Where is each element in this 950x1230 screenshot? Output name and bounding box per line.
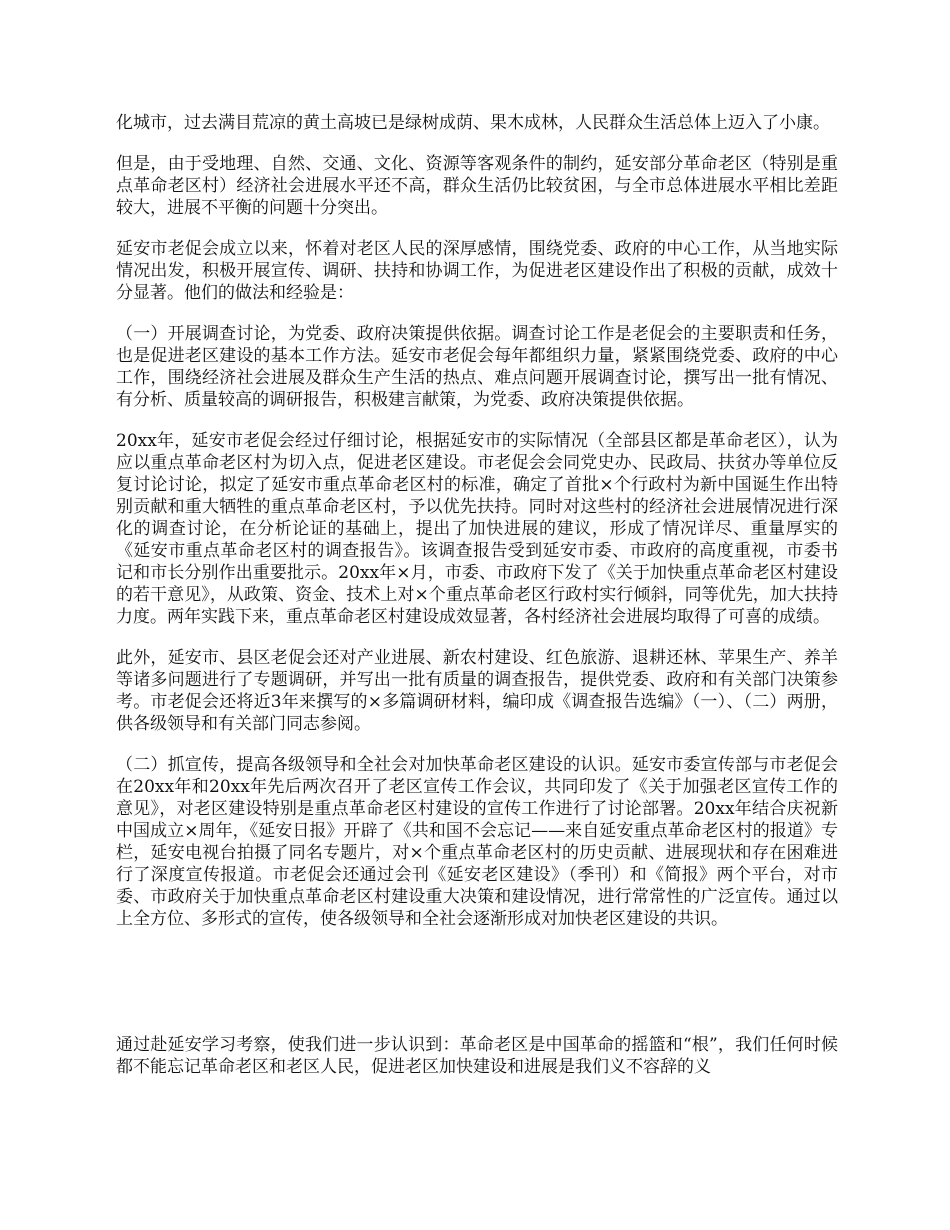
paragraph-4: （一）开展调查讨论，为党委、政府决策提供依据。调查讨论工作是老促会的主要职责和任务，也是促进老区建设的基本工作方法。延安市老促会每年都组织力量，紧紧围绕党委、政府的中心工作，围绕经济社会进展及群众生产生活的热点、难点问题开展调查讨论，撰写出一批有情况、有分析、质量较高的调研报告，积极建言献策，为党委、政府决策提供依据。 [116,324,838,410]
paragraph-2: 但是，由于受地理、自然、交通、文化、资源等客观条件的制约，延安部分革命老区（特别是重点革命老区村）经济社会进展水平还不高，群众生活仍比较贫困，与全市总体进展水平相比差距较大，进展不平衡的问题十分突出。 [116,154,838,218]
paragraph-1: 化城市，过去满目荒凉的黄土高坡已是绿树成荫、果木成林，人民群众生活总体上迈入了小康。 [116,113,830,133]
paragraph-6: 此外，延安市、县区老促会还对产业进展、新农村建设、红色旅游、退耕还林、苹果生产、养羊等诸多问题进行了专题调研，并写出一批有质量的调查报告，提供党委、政府和有关部门决策参考。市老促会还将近3年来撰写的×多篇调研材料，编印成《调查报告选编》（一）、（二）两册，供各级领导和有关部门同志参阅。 [116,648,838,734]
paragraph-8: 通过赴延安学习考察，使我们进一步认识到：革命老区是中国革命的摇篮和“根”，我们任何时候都不能忘记革命老区和老区人民，促进老区加快建设和进展是我们义不容辞的义 [116,1035,838,1077]
paragraph-5: 20xx年，延安市老促会经过仔细讨论，根据延安市的实际情况（全部县区都是革命老区），认为应以重点革命老区村为切入点，促进老区建设。市老促会会同党史办、民政局、扶贫办等单位反复讨论讨论，拟定了延安市重点革命老区村的标准，确定了首批×个行政村为新中国诞生作出特别贡献和重大牺牲的重点革命老区村，予以优先扶持。同时对这些村的经济社会进展情况进行深化的调查讨论，在分析论证的基础上，提出了加快进展的建议，形成了情况详尽、重量厚实的《延安市重点革命老区村的调查报告》。该调查报告受到延安市委、市政府的高度重视，市委书记和市长分别作出重要批示。20xx年×月，市委、市政府下发了《关于加快重点革命老区村建设的若干意见》，从政策、资金、技术上对×个重点革命老区行政村实行倾斜，同等优先，加大扶持力度。两年实践下来，重点革命老区村建设成效显著，各村经济社会进展均取得了可喜的成绩。 [116,431,838,627]
paragraph-3: 延安市老促会成立以来，怀着对老区人民的深厚感情，围绕党委、政府的中心工作，从当地实际情况出发，积极开展宣传、调研、扶持和协调工作，为促进老区建设作出了积极的贡献，成效十分显著。他们的做法和经验是： [116,239,838,303]
paragraph-7: （二）抓宣传，提高各级领导和全社会对加快革命老区建设的认识。延安市委宣传部与市老促会在20xx年和20xx年先后两次召开了老区宣传工作会议，共同印发了《关于加强老区宣传工作的意见》，对老区建设特别是重点革命老区村建设的宣传工作进行了讨论部署。20xx年结合庆祝新中国成立×周年，《延安日报》开辟了《共和国不会忘记——来自延安重点革命老区村的报道》专栏，延安电视台拍摄了同名专题片，对×个重点革命老区村的历史贡献、进展现状和存在困难进行了深度宣传报道。市老促会还通过会刊《延安老区建设》（季刊）和《简报》两个平台，对市委、市政府关于加快重点革命老区村建设重大决策和建设情况，进行常常性的广泛宣传。通过以上全方位、多形式的宣传，使各级领导和全社会逐渐形成对加快老区建设的共识。 [116,755,838,929]
document-body [116,112,838,1078]
section-gap [116,949,838,1034]
